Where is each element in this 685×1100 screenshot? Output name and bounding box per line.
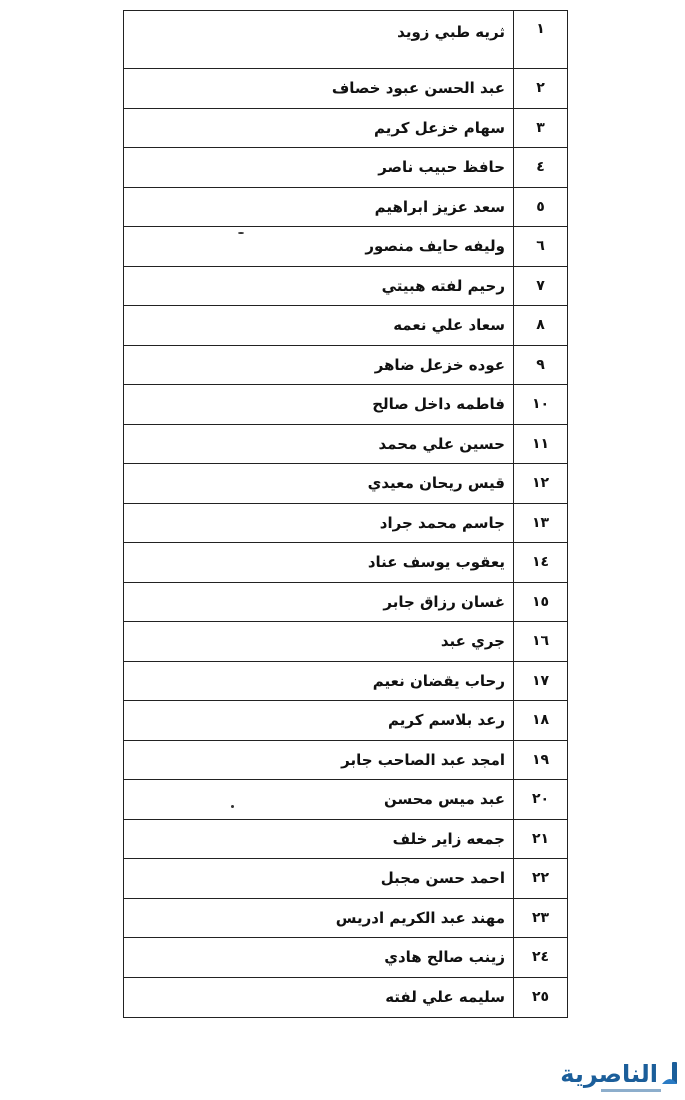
- row-name: رحاب يقضان نعيم: [372, 671, 505, 690]
- table-row: [124, 938, 567, 978]
- row-name: زينب صالح هادي: [384, 948, 505, 967]
- row-name: جاسم محمد جراد: [379, 513, 505, 532]
- names-table: [123, 10, 568, 1018]
- table-row: [124, 306, 567, 346]
- row-number: ٢٠: [513, 780, 567, 819]
- row-name: سعاد علي نعمه: [393, 316, 505, 335]
- row-name: سهام خزعل كريم: [374, 118, 505, 137]
- row-number: ١٣: [513, 504, 567, 543]
- row-name: رحيم لفته هبيتي: [381, 276, 505, 295]
- table-row: [124, 464, 567, 504]
- row-number: ٢٥: [513, 978, 567, 1018]
- row-number: ٢٤: [513, 938, 567, 977]
- row-name: احمد حسن مجبل: [380, 869, 505, 888]
- row-name: عبد الحسن عبود خصاف: [331, 79, 505, 98]
- row-name: حسين علي محمد: [378, 434, 505, 453]
- row-name: ثريه طبي زويد: [397, 23, 505, 41]
- table-row: [124, 780, 567, 820]
- row-number: ١٥: [513, 583, 567, 622]
- row-number: ٢٢: [513, 859, 567, 898]
- table-row: [124, 820, 567, 860]
- row-name: رعد بلاسم كريم: [388, 711, 505, 730]
- table-row: [124, 267, 567, 307]
- table-row: [124, 188, 567, 228]
- table-row: [124, 11, 567, 69]
- row-name: جمعه زاير خلف: [392, 829, 505, 848]
- table-row: [124, 741, 567, 781]
- table-row: [124, 622, 567, 662]
- row-number: ١٧: [513, 662, 567, 701]
- watermark-logo: [555, 1058, 680, 1094]
- row-number: ٨: [513, 306, 567, 345]
- row-number: ٦: [513, 227, 567, 266]
- row-number: ٢١: [513, 820, 567, 859]
- table-row: [124, 583, 567, 623]
- row-number: ١: [513, 11, 567, 68]
- row-name: حافظ حبيب ناصر: [378, 158, 505, 177]
- row-number: ٥: [513, 188, 567, 227]
- logo-underline: [601, 1089, 661, 1092]
- logo-mark-icon: [660, 1060, 680, 1088]
- row-name: امجد عبد الصاحب جابر: [341, 750, 505, 769]
- row-number: ١٤: [513, 543, 567, 582]
- row-number: ٩: [513, 346, 567, 385]
- row-number: ١٩: [513, 741, 567, 780]
- table-rows: [124, 11, 567, 1017]
- table-row: [124, 662, 567, 702]
- row-number: ٤: [513, 148, 567, 187]
- row-number: ٢: [513, 69, 567, 108]
- table-row: [124, 701, 567, 741]
- table-row: [124, 978, 567, 1018]
- row-number: ١٦: [513, 622, 567, 661]
- table-row: [124, 385, 567, 425]
- table-row: [124, 899, 567, 939]
- row-number: ١١: [513, 425, 567, 464]
- row-name: غسان رزاق جابر: [383, 592, 505, 611]
- scan-speck: [238, 232, 244, 234]
- row-name: جري عبد: [440, 632, 505, 651]
- table-row: [124, 543, 567, 583]
- table-row: [124, 346, 567, 386]
- row-number: ١٠: [513, 385, 567, 424]
- row-number: ٢٣: [513, 899, 567, 938]
- table-row: [124, 504, 567, 544]
- row-name: فاطمه داخل صالح: [372, 395, 505, 414]
- row-number: ١٢: [513, 464, 567, 503]
- table-row: [124, 859, 567, 899]
- scan-speck: [231, 805, 234, 808]
- table-row: [124, 425, 567, 465]
- row-number: ٧: [513, 267, 567, 306]
- logo-text: الناصرية: [560, 1060, 658, 1088]
- row-name: يعقوب يوسف عناد: [367, 553, 505, 572]
- table-row: [124, 109, 567, 149]
- row-number: ١٨: [513, 701, 567, 740]
- row-name: سليمه علي لفته: [385, 988, 505, 1007]
- row-name: عبد ميس محسن: [384, 790, 505, 809]
- table-row: [124, 69, 567, 109]
- row-name: عوده خزعل ضاهر: [374, 355, 505, 374]
- row-name: مهند عبد الكريم ادريس: [335, 908, 505, 927]
- table-row: [124, 148, 567, 188]
- row-name: وليفه حايف منصور: [365, 237, 505, 256]
- row-name: سعد عزيز ابراهيم: [374, 197, 505, 216]
- table-row: [124, 227, 567, 267]
- row-number: ٣: [513, 109, 567, 148]
- row-name: قيس ريحان معيدي: [367, 474, 505, 493]
